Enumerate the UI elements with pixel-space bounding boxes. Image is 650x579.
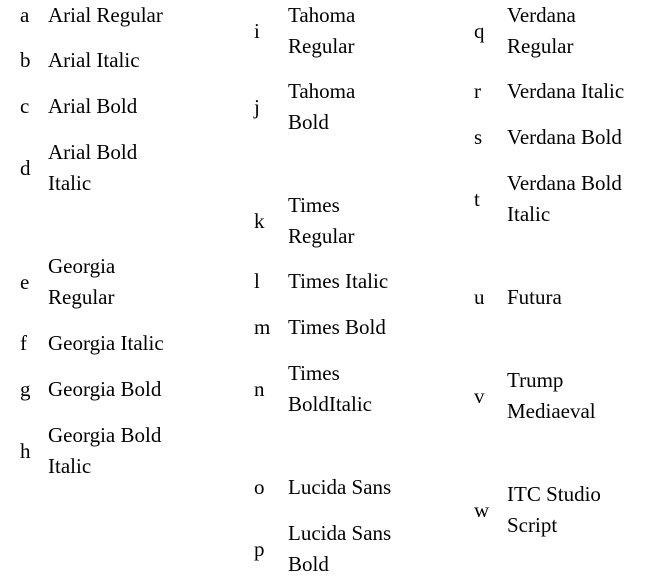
entry-font-name: Times BoldItalic [288,361,372,416]
entry-letter: r [474,79,481,103]
entry-letter: p [254,536,265,561]
entry-font-name: Futura [507,284,562,309]
entry-letter: a [20,3,30,27]
entry-font-name: Verdana Bold [507,124,622,149]
font-entry-j [254,76,355,137]
font-entry-i [254,0,355,61]
font-entry-n [254,358,372,419]
entry-letter: i [254,18,260,43]
font-entry-h [20,420,161,481]
entry-font-name: Georgia Regular [48,254,116,309]
font-entry-e [20,251,115,312]
entry-letter: s [474,125,483,149]
entry-font-name: Tahoma Regular [288,3,356,58]
entry-letter: m [254,315,271,339]
font-entry-m [254,312,386,342]
font-entry-o [254,472,391,502]
font-entry-r [474,76,624,106]
entry-letter: e [20,269,30,294]
entry-letter: u [474,285,485,309]
entry-font-name: Times Italic [288,268,389,293]
entry-font-name: Times Bold [288,314,386,339]
entry-letter: t [474,186,480,211]
entry-letter: v [474,383,485,408]
entry-letter: f [20,331,27,355]
font-entry-t [474,168,622,229]
font-entry-b [20,45,140,75]
font-entry-q [474,0,576,61]
font-entry-u [474,282,562,312]
entry-letter: w [474,497,490,522]
font-entry-g [20,374,161,404]
entry-font-name: Georgia Bold Italic [48,423,162,478]
entry-font-name: Arial Bold Italic [48,140,138,195]
entry-font-name: Verdana Regular [507,3,576,58]
entry-letter: o [254,475,265,499]
entry-letter: b [20,48,31,72]
font-entry-p [254,518,391,579]
font-entry-w [474,479,601,540]
font-entry-c [20,91,137,121]
entry-letter: q [474,18,485,43]
entry-font-name: Tahoma Bold [288,79,356,134]
entry-font-name: ITC Studio Script [507,482,601,537]
font-entry-a [20,0,163,30]
entry-font-name: Arial Regular [48,2,163,27]
entry-letter: g [20,377,31,401]
entry-font-name: Times Regular [288,193,355,248]
entry-font-name: Verdana Italic [507,78,625,103]
entry-font-name: Lucida Sans Bold [288,521,392,576]
font-entry-d [20,137,137,198]
entry-font-name: Georgia Italic [48,330,164,355]
entry-font-name: Lucida Sans [288,474,392,499]
entry-letter: l [254,269,260,293]
entry-letter: j [254,94,260,119]
entry-font-name: Arial Bold [48,93,138,118]
font-entry-l [254,266,388,296]
entry-font-name: Trump Mediaeval [507,368,596,423]
entry-letter: n [254,376,265,401]
font-entry-v [474,365,596,426]
entry-font-name: Georgia Bold [48,376,162,401]
entry-letter: d [20,155,31,180]
entry-letter: c [20,94,30,118]
font-entry-f [20,328,164,358]
font-entry-k [254,190,354,251]
entry-letter: k [254,208,265,233]
entry-letter: h [20,438,31,463]
font-entry-s [474,122,622,152]
entry-font-name: Arial Italic [48,47,140,72]
entry-font-name: Verdana Bold Italic [507,171,622,226]
